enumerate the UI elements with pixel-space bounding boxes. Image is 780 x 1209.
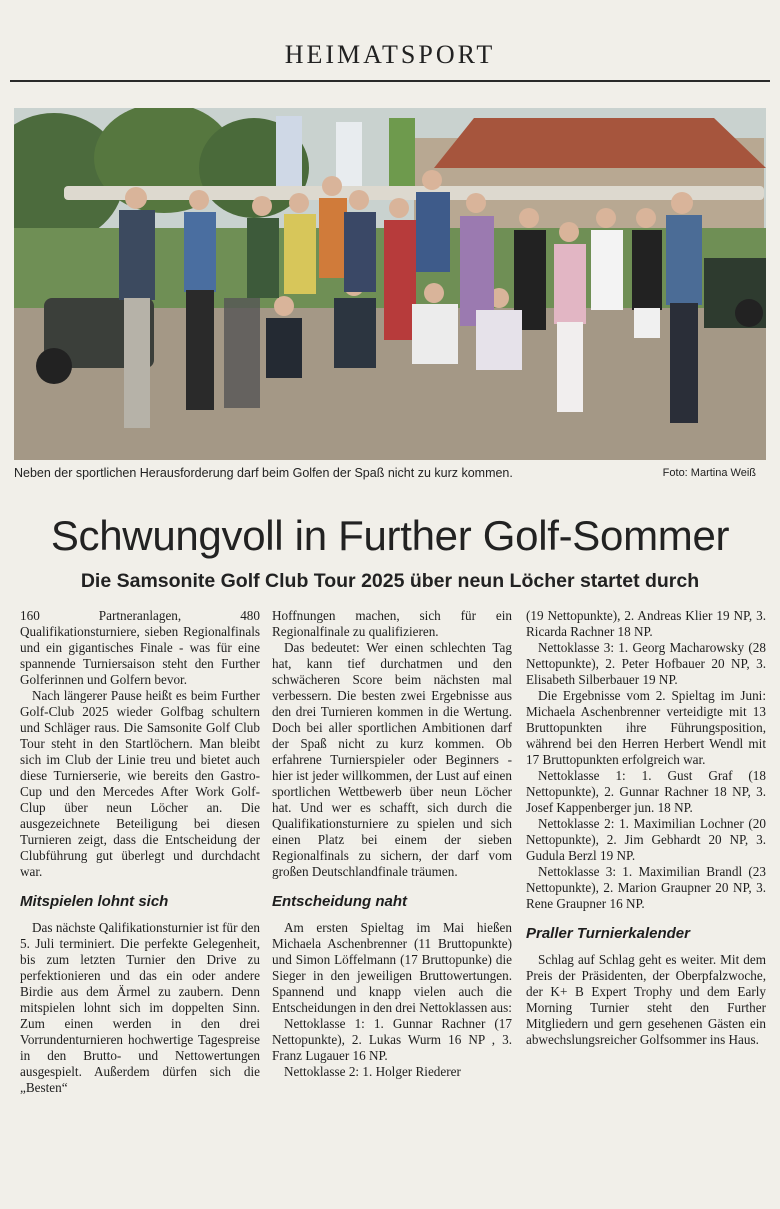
section-title: HEIMATSPORT bbox=[284, 40, 496, 69]
photo-credit: Foto: Martina Weiß bbox=[662, 467, 756, 479]
paragraph: Schlag auf Schlag geht es weiter. Mit dem Preis der Präsidenten, der Oberpfalzwoche, der K+ B Expert Trophy und dem Early Morning Turnier steht den Further Mitgliedern und gern gesehenen Gästen ein abwechslungsreicher Golfsommer ins Haus. bbox=[526, 952, 766, 1047]
paragraph: Das bedeutet: Wer einen schlechten Tag hat, kann tief durchatmen und den schwächeren Score beim nächsten mal verbessern. Die besten zwei Ergebnisse aus den drei Turnieren kommen in die Wertung. Doch bei aller sportlichen Ambitionen darf der Spaß nicht zu kurz kommen. Ob erfahrene Turnierspieler oder Beginners - hier ist jeder willkommen, der Lust auf einen sportlichen Wettbewerb über neun Löcher hat. Und wer es schafft, sich durch die Qualifikationsturniere zu spielen und sich einen Platz bei einem der sieben Regionalfinals zu sichern, der darf vom großen Deutschlandfinale träumen. bbox=[272, 640, 512, 879]
photo-caption bbox=[14, 466, 766, 480]
paragraph: Nettoklasse 2: 1. Maximilian Lochner (20 Nettopunkte), 2. Jim Gebhardt 20 NP, 3. Gudula Berzl 19 NP. bbox=[526, 816, 766, 863]
paragraph: 160 Partneranlagen, 480 Qualifikationsturniere, sieben Regionalfinals und ein gigantisches Finale - was für eine spannende Turniersaison steht den Further Golferinnen und Golfern bevor. bbox=[20, 608, 260, 687]
paragraph: Nettoklasse 3: 1. Maximilian Brandl (23 Nettopunkte), 2. Marion Graupner 20 NP, 3. Rene Graupner 16 NP. bbox=[526, 864, 766, 911]
group-photo bbox=[14, 108, 766, 460]
subheadline: Die Samsonite Golf Club Tour 2025 über neun Löcher startet durch bbox=[80, 570, 700, 592]
headline: Schwungvoll in Further Golf-Sommer bbox=[50, 512, 730, 559]
paragraph: Nettoklasse 1: 1. Gust Graf (18 Nettopunkte), 2. Gunnar Rachner 18 NP, 3. Josef Kappenberger jun. 18 NP. bbox=[526, 768, 766, 815]
subheading: Mitspielen lohnt sich bbox=[20, 893, 169, 910]
paragraph: Nettoklasse 3: 1. Georg Macharowsky (28 Nettopunkte), 2. Peter Hofbauer 20 NP, 3. Elisabeth Silberbauer 19 NP. bbox=[526, 640, 766, 687]
paragraph: (19 Nettopunkte), 2. Andreas Klier 19 NP, 3. Ricarda Rachner 18 NP. bbox=[526, 608, 766, 639]
paragraph: Die Ergebnisse vom 2. Spieltag im Juni: Michaela Aschenbrenner verteidigte mit 13 Bruttopunkten ihre Führungsposition, während bei den Herren Herbert Wendl mit 17 Bruttopunkten erfolgreich war. bbox=[526, 688, 766, 767]
paragraph: Das nächste Qalifikationsturnier ist für den 5. Juli terminiert. Die perfekte Gelegenheit, bis zum letzten Turnier den Drive zu perfektionieren und das ein oder andere Birdie aus dem Ärmel zu zaubern. Denn mitspielen lohnt sich im doppelten Sinn. Zum einen werden in den drei Vorrundenturnieren hochwertige Tagespreise in den Brutto- und Nettowertungen ausgespielt. Außerdem dürfen sich die „Besten“ bbox=[20, 920, 260, 1095]
paragraph: Hoffnungen machen, sich für ein Regionalfinale zu qualifizieren. bbox=[272, 608, 512, 639]
article-column-3 bbox=[526, 608, 766, 1048]
subheading: Praller Turnierkalender bbox=[526, 925, 690, 942]
article-column-2 bbox=[272, 608, 512, 1080]
subheading: Entscheidung naht bbox=[272, 893, 407, 910]
caption-text: Neben der sportlichen Herausforderung darf beim Golfen der Spaß nicht zu kurz kommen. bbox=[14, 466, 513, 480]
paragraph: Nach längerer Pause heißt es beim Further Golf-Club 2025 wieder Golfbag schultern und Schläger raus. Die Samsonite Golf Club Tour steht in den Startlöchern. Man bleibt sich im Club der Linie treu und bietet auch diese Turnierserie, wie bereits den Gastro-Cup und den Mercedes After Work Golf-Clup über neun Löcher an. Die ausgezeichnete Beteiligung bei diesen Turnieren zeigt, dass die Entscheidung der Clubführung gut überlegt und durchdacht war. bbox=[20, 688, 260, 879]
paragraph: Am ersten Spieltag im Mai hießen Michaela Aschenbrenner (11 Bruttopunkte) und Simon Löffelmann (17 Bruttopunke) die Sieger in den jeweiligen Bruttowertungen. Spannend und knapp vielen auch die Entscheidungen in den drei Nettoklassen aus: bbox=[272, 920, 512, 1015]
article-column-1 bbox=[20, 608, 260, 1096]
section-divider bbox=[10, 80, 770, 82]
paragraph: Nettoklasse 1: 1. Gunnar Rachner (17 Nettopunkte), 2. Lukas Wurm 16 NP , 3. Franz Lugauer 16 NP. bbox=[272, 1016, 512, 1063]
paragraph: Nettoklasse 2: 1. Holger Riederer bbox=[284, 1064, 461, 1079]
